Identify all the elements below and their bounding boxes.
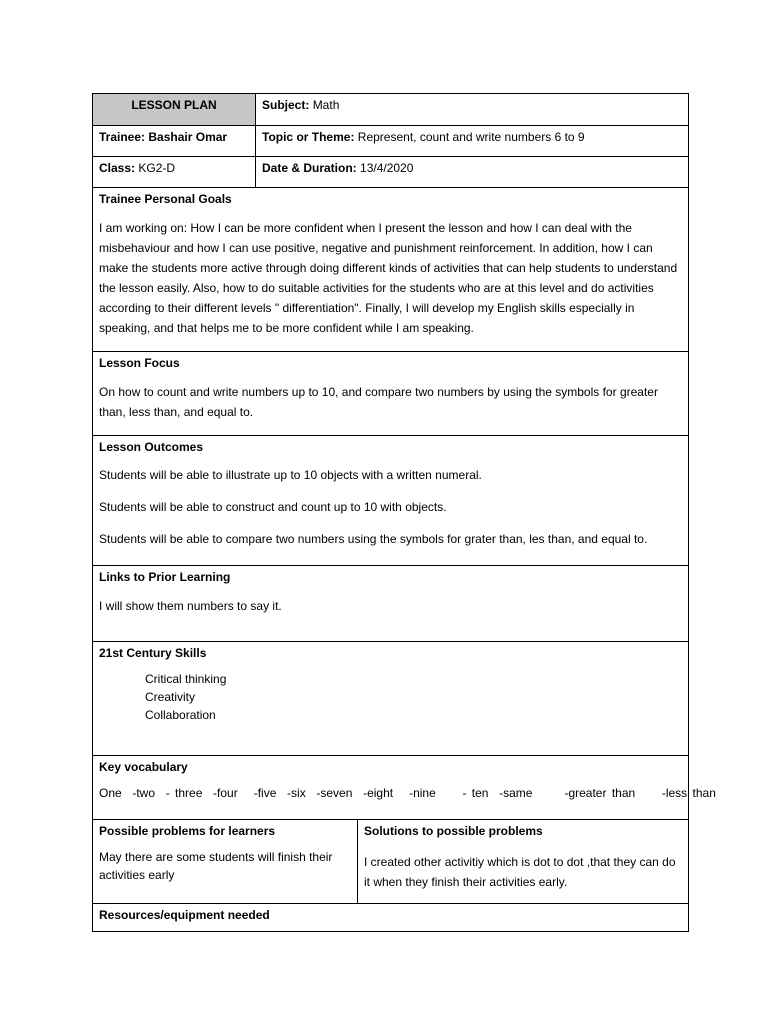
personal-goals-text: I am working on: How I can be more confident when I present the lesson and how I can deal with the misbehaviour and how I can use positive, negative and punishment reinforcement. In addition, how I can make the students more active through doing different kinds of activities that can help students to understand the lesson easily. Also, how to do suitable activities for the students who are at this level and do activities according to their different levels " differentiation". Finally, I will develop my English skills especially in speaking, and that helps me to be more confident while I am speaking. [99, 221, 678, 335]
skill-item: Collaboration [145, 708, 216, 722]
outcome-item: Students will be able to compare two numbers using the symbols for grater than, les than, and equal to. [99, 532, 648, 546]
problems-solutions-row [93, 819, 688, 903]
century-skills-section [93, 641, 688, 755]
lesson-outcomes-section [93, 435, 688, 565]
solutions-cell [357, 820, 688, 903]
subject-label: Subject: [262, 98, 310, 112]
resources-heading: Resources/equipment needed [99, 908, 270, 922]
solutions-heading: Solutions to possible problems [364, 824, 543, 838]
subject-cell [255, 94, 688, 125]
trainee-value: Bashair Omar [148, 130, 228, 144]
topic-cell [255, 126, 688, 156]
outcome-item: Students will be able to construct and count up to 10 with objects. [99, 500, 447, 514]
lesson-outcomes-heading: Lesson Outcomes [99, 440, 204, 454]
date-label: Date & Duration: [262, 161, 357, 175]
class-cell [93, 157, 255, 187]
lesson-plan-title: LESSON PLAN [131, 98, 217, 112]
trainee-row [93, 125, 688, 156]
personal-goals-heading: Trainee Personal Goals [99, 192, 232, 206]
date-value: 13/4/2020 [360, 161, 414, 175]
subject-value: Math [312, 98, 340, 112]
century-skills-heading: 21st Century Skills [99, 646, 207, 660]
prior-learning-section [93, 565, 688, 641]
problems-heading: Possible problems for learners [99, 824, 276, 838]
solutions-text: I created other activitiy which is dot to dot ,that they can do it when they finish their activities early. [364, 855, 676, 889]
key-vocabulary-heading: Key vocabulary [99, 760, 188, 774]
header-row [93, 94, 688, 125]
key-vocabulary-text: One -two - three -four -five -six -seven -eight -nine - ten -same -greater than -less than [99, 786, 716, 800]
personal-goals-section [93, 187, 688, 351]
class-value: KG2-D [138, 161, 176, 175]
topic-label: Topic or Theme: [262, 130, 355, 144]
lesson-focus-heading: Lesson Focus [99, 356, 180, 370]
lesson-focus-section [93, 351, 688, 435]
class-label: Class: [99, 161, 136, 175]
topic-value: Represent, count and write numbers 6 to 9 [357, 130, 585, 144]
class-row [93, 156, 688, 187]
resources-section [93, 903, 688, 931]
problems-text: May there are some students will finish their activities early [99, 850, 333, 882]
trainee-label: Trainee: [99, 130, 146, 144]
lesson-plan-table [92, 93, 716, 932]
skills-list [99, 670, 682, 724]
skill-item: Creativity [145, 690, 196, 704]
lesson-plan-title-cell [93, 94, 255, 125]
problems-cell [93, 820, 357, 903]
prior-learning-heading: Links to Prior Learning [99, 570, 231, 584]
date-cell [255, 157, 688, 187]
skill-item: Critical thinking [145, 672, 227, 686]
lesson-focus-text: On how to count and write numbers up to 10, and compare two numbers by using the symbols for greater than, less than, and equal to. [99, 385, 658, 419]
outcome-item: Students will be able to illustrate up to 10 objects with a written numeral. [99, 468, 482, 482]
key-vocabulary-section [93, 755, 716, 819]
trainee-cell [93, 126, 255, 156]
prior-learning-text: I will show them numbers to say it. [99, 599, 282, 613]
